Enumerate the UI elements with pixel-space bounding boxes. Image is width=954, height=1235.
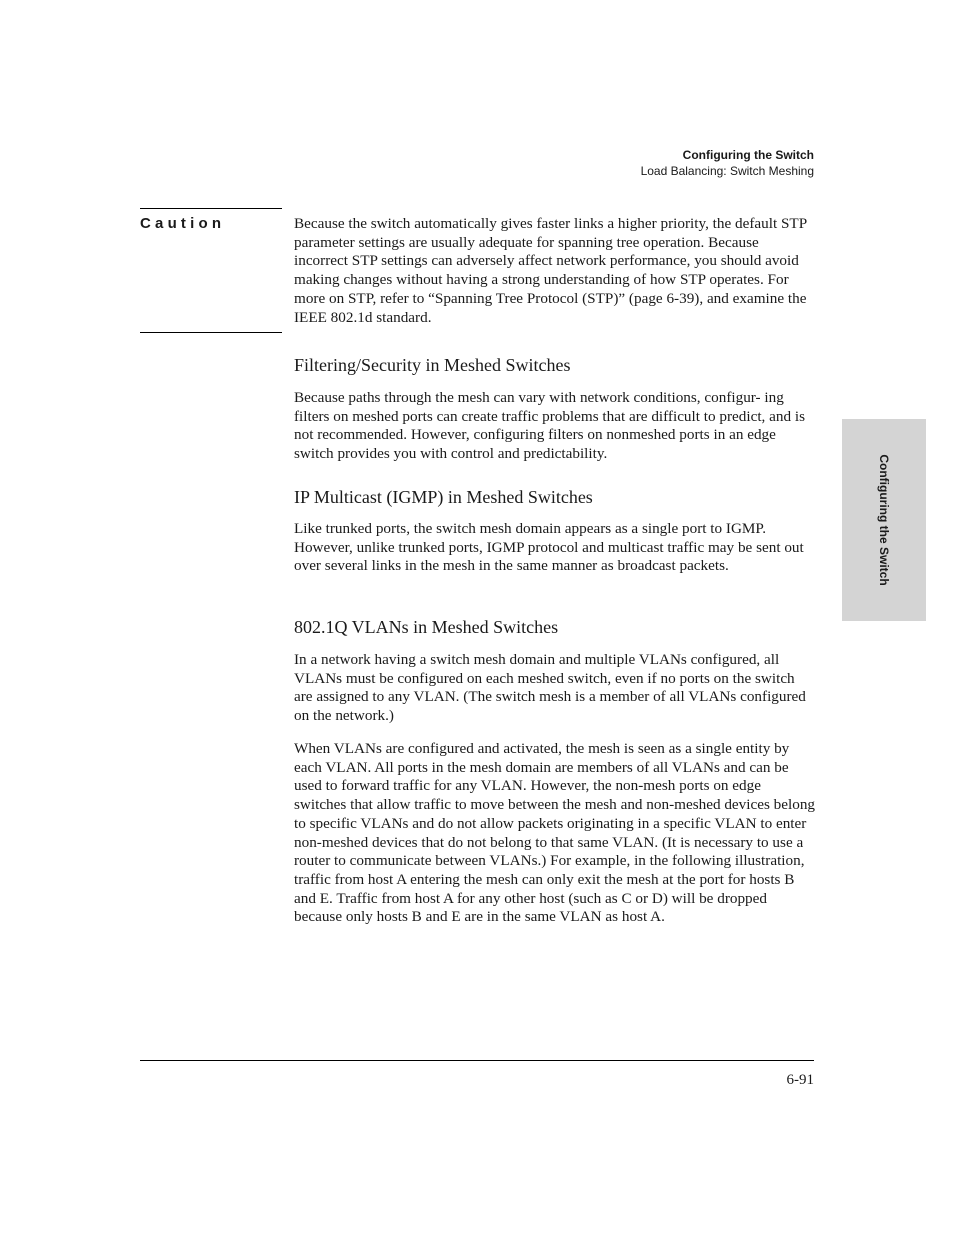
- header-chapter-title: Configuring the Switch: [682, 148, 814, 162]
- section-heading-filtering: Filtering/Security in Meshed Switches: [294, 355, 571, 375]
- section-paragraph-igmp: Like trunked ports, the switch mesh domain appears as a single port to IGMP. However, unlike trunked ports, IGMP protocol and multicast traffic may be sent out over several links in the mesh in the same manner as broadcast packets.: [294, 520, 804, 575]
- section-paragraph-filtering: Because paths through the mesh can vary with network conditions, configur- ing filters on meshed ports can create traffic problems that are difficult to predict, and is not recommended. However, configuring filters on nonmeshed ports in an edge switch provides you with control and predictability.: [294, 389, 805, 463]
- section-paragraph-vlans-2: When VLANs are configured and activated, the mesh is seen as a single entity by each VLAN. All ports in the mesh domain are members of all VLANs and can be used to forward traffic for any VLAN. However, the non-mesh ports on edge switches that allow traffic to move between the mesh and non-meshed devices belong to specific VLANs and do not allow packets originating in a specific VLAN to enter non-meshed devices that do not belong to that same VLAN. (It is necessary to use a router to communicate between VLANs.) For example, in the following illustration, traffic from host A entering the mesh can only exit the mesh at the port for hosts B and E. Traffic from host A for any other host (such as C or D) will be dropped because only hosts B and E are in the same VLAN as host A.: [294, 740, 816, 926]
- chapter-side-tab-label: Configuring the Switch: [877, 454, 891, 586]
- caution-text: Because the switch automatically gives faster links a higher priority, the default STP parameter settings are usually adequate for spanning tree operation. Because incorrect STP settings can adversely affect network performance, you should avoid making changes without having a strong understanding of how STP operates. For more on STP, refer to “Spanning Tree Protocol (STP)” (page 6-39), and examine the IEEE 802.1d standard.: [294, 215, 807, 326]
- section-paragraph-vlans-1: In a network having a switch mesh domain and multiple VLANs configured, all VLANs must be configured on each meshed switch, even if no ports on the switch are assigned to any VLAN. (The switch mesh is a member of all VLANs configured on the network.): [294, 651, 806, 725]
- section-heading-igmp: IP Multicast (IGMP) in Meshed Switches: [294, 487, 593, 507]
- header-section-title: Load Balancing: Switch Meshing: [640, 164, 814, 178]
- running-header: [641, 147, 814, 179]
- footer-rule: [140, 1060, 814, 1061]
- chapter-side-tab: [842, 419, 926, 621]
- page-number: 6-91: [786, 1072, 814, 1088]
- caution-top-rule: [140, 208, 282, 209]
- caution-label: Caution: [140, 215, 226, 232]
- caution-bottom-rule: [140, 332, 282, 333]
- section-heading-vlans: 802.1Q VLANs in Meshed Switches: [294, 617, 559, 637]
